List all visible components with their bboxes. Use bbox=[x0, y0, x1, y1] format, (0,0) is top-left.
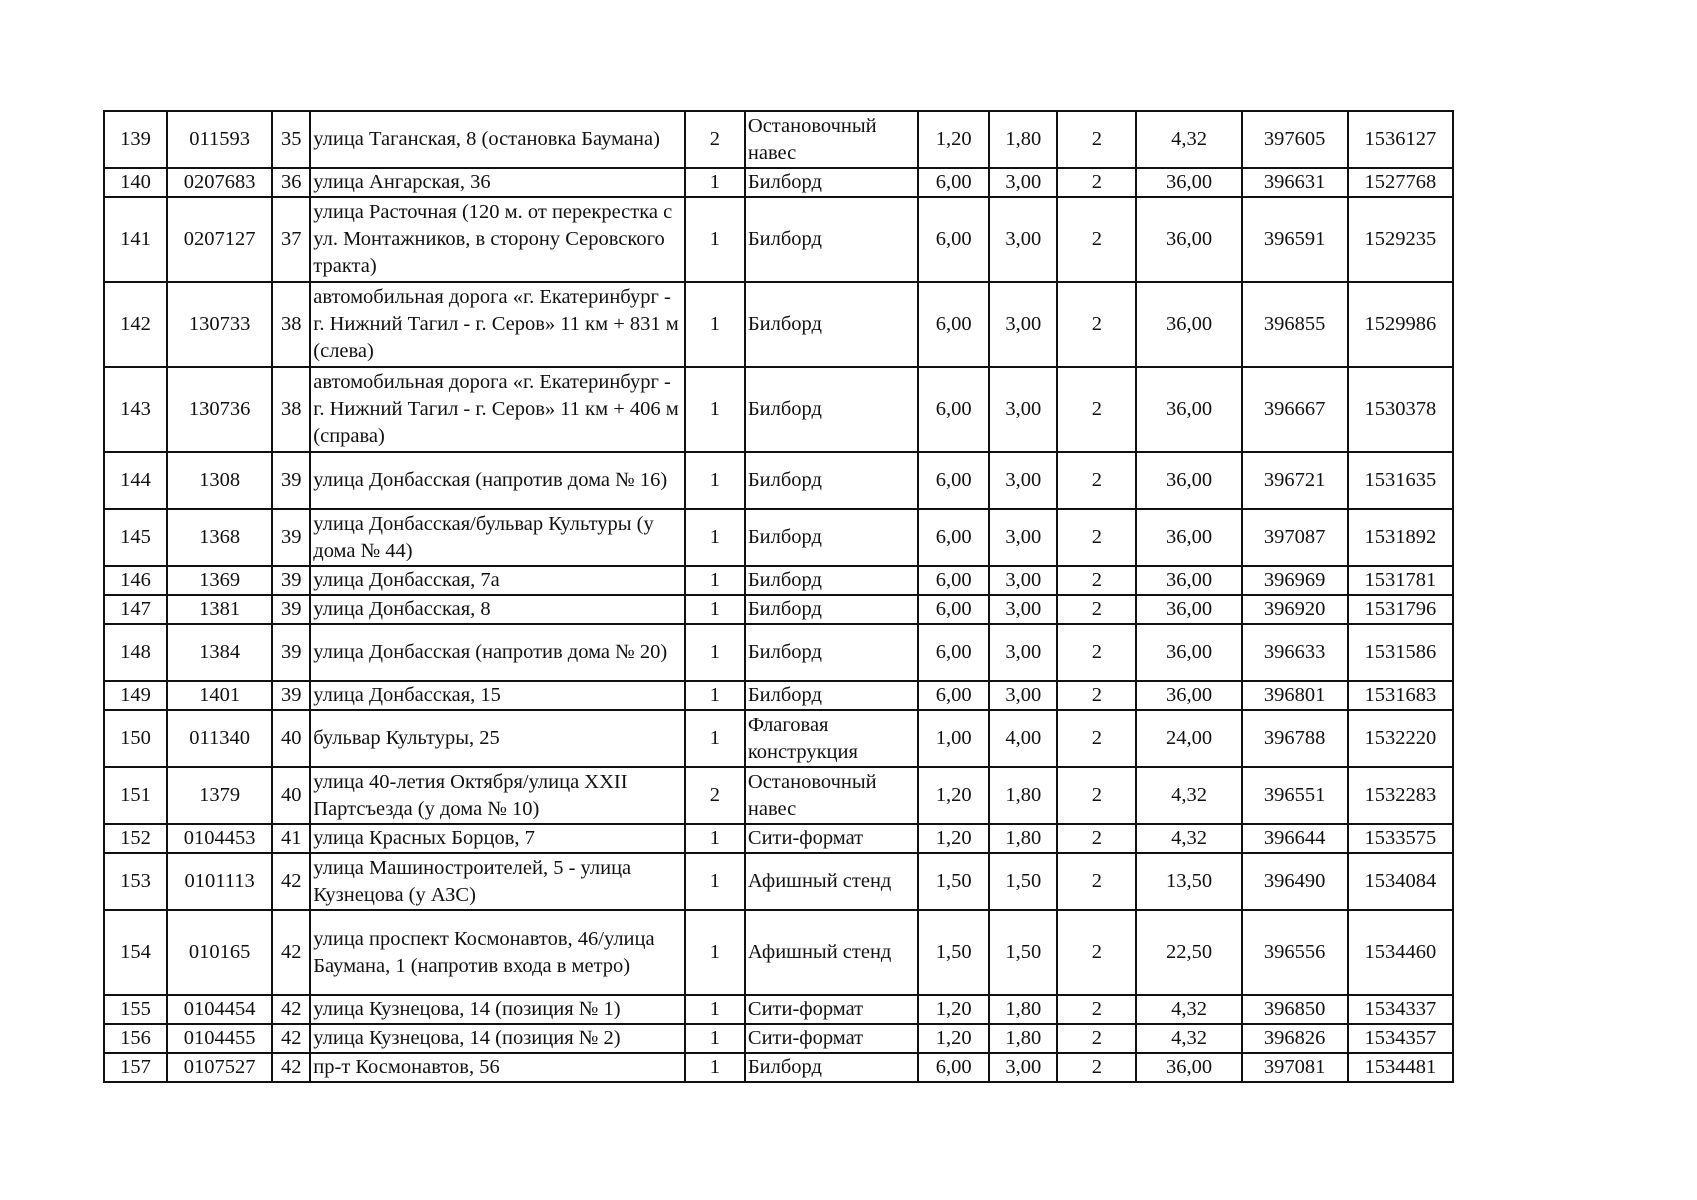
coordinate-y-cell: 1536127 bbox=[1348, 111, 1453, 168]
address-cell: улица Донбасская, 7а bbox=[310, 566, 685, 595]
coordinate-y-cell: 1531683 bbox=[1348, 681, 1453, 710]
structure-type-cell: Билборд bbox=[745, 681, 918, 710]
row-number-cell: 147 bbox=[104, 595, 167, 624]
sides-count-cell: 1 bbox=[685, 197, 745, 282]
structure-code-cell: 0104453 bbox=[167, 824, 272, 853]
faces-count-cell: 2 bbox=[1057, 367, 1136, 452]
faces-count-cell: 2 bbox=[1057, 995, 1136, 1024]
faces-count-cell: 2 bbox=[1057, 168, 1136, 197]
table-row bbox=[104, 710, 1453, 767]
width-cell: 1,50 bbox=[918, 853, 989, 910]
table-row bbox=[104, 509, 1453, 566]
structure-type-cell: Афишный стенд bbox=[745, 853, 918, 910]
structure-type-cell: Билборд bbox=[745, 367, 918, 452]
width-cell: 6,00 bbox=[918, 168, 989, 197]
height-cell: 3,00 bbox=[989, 282, 1057, 367]
coordinate-y-cell: 1531892 bbox=[1348, 509, 1453, 566]
structure-type-cell: Билборд bbox=[745, 452, 918, 509]
sides-count-cell: 1 bbox=[685, 452, 745, 509]
structure-type-cell: Билборд bbox=[745, 566, 918, 595]
width-cell: 1,20 bbox=[918, 1024, 989, 1053]
table-row bbox=[104, 168, 1453, 197]
width-cell: 6,00 bbox=[918, 624, 989, 681]
area-cell: 36,00 bbox=[1136, 566, 1241, 595]
structure-code-cell: 011340 bbox=[167, 710, 272, 767]
coordinate-y-cell: 1527768 bbox=[1348, 168, 1453, 197]
row-number-cell: 157 bbox=[104, 1053, 167, 1082]
width-cell: 6,00 bbox=[918, 367, 989, 452]
sides-count-cell: 1 bbox=[685, 681, 745, 710]
zone-number-cell: 39 bbox=[272, 681, 310, 710]
coordinate-y-cell: 1531586 bbox=[1348, 624, 1453, 681]
coordinate-y-cell: 1531796 bbox=[1348, 595, 1453, 624]
zone-number-cell: 39 bbox=[272, 566, 310, 595]
sides-count-cell: 2 bbox=[685, 111, 745, 168]
address-cell: улица Красных Борцов, 7 bbox=[310, 824, 685, 853]
row-number-cell: 154 bbox=[104, 910, 167, 995]
row-number-cell: 152 bbox=[104, 824, 167, 853]
structure-code-cell: 0101113 bbox=[167, 853, 272, 910]
coordinate-y-cell: 1531635 bbox=[1348, 452, 1453, 509]
zone-number-cell: 42 bbox=[272, 1024, 310, 1053]
structure-code-cell: 130733 bbox=[167, 282, 272, 367]
coordinate-x-cell: 397081 bbox=[1242, 1053, 1348, 1082]
sides-count-cell: 2 bbox=[685, 767, 745, 824]
faces-count-cell: 2 bbox=[1057, 452, 1136, 509]
width-cell: 6,00 bbox=[918, 1053, 989, 1082]
coordinate-x-cell: 396591 bbox=[1242, 197, 1348, 282]
row-number-cell: 155 bbox=[104, 995, 167, 1024]
sides-count-cell: 1 bbox=[685, 910, 745, 995]
coordinate-x-cell: 396920 bbox=[1242, 595, 1348, 624]
row-number-cell: 149 bbox=[104, 681, 167, 710]
address-cell: улица Кузнецова, 14 (позиция № 2) bbox=[310, 1024, 685, 1053]
row-number-cell: 151 bbox=[104, 767, 167, 824]
width-cell: 6,00 bbox=[918, 452, 989, 509]
table-row bbox=[104, 566, 1453, 595]
table-row bbox=[104, 910, 1453, 995]
area-cell: 36,00 bbox=[1136, 624, 1241, 681]
width-cell: 6,00 bbox=[918, 566, 989, 595]
row-number-cell: 150 bbox=[104, 710, 167, 767]
address-cell: улица 40-летия Октября/улица XXII Партсъезда (у дома № 10) bbox=[310, 767, 685, 824]
faces-count-cell: 2 bbox=[1057, 624, 1136, 681]
sides-count-cell: 1 bbox=[685, 367, 745, 452]
faces-count-cell: 2 bbox=[1057, 595, 1136, 624]
height-cell: 1,50 bbox=[989, 853, 1057, 910]
coordinate-y-cell: 1534337 bbox=[1348, 995, 1453, 1024]
table-row bbox=[104, 767, 1453, 824]
height-cell: 4,00 bbox=[989, 710, 1057, 767]
coordinate-y-cell: 1532283 bbox=[1348, 767, 1453, 824]
address-cell: улица Ангарская, 36 bbox=[310, 168, 685, 197]
structure-code-cell: 1379 bbox=[167, 767, 272, 824]
table-row bbox=[104, 1053, 1453, 1082]
sides-count-cell: 1 bbox=[685, 566, 745, 595]
coordinate-x-cell: 396556 bbox=[1242, 910, 1348, 995]
width-cell: 1,00 bbox=[918, 710, 989, 767]
coordinate-x-cell: 397087 bbox=[1242, 509, 1348, 566]
coordinate-y-cell: 1534460 bbox=[1348, 910, 1453, 995]
zone-number-cell: 36 bbox=[272, 168, 310, 197]
height-cell: 1,80 bbox=[989, 767, 1057, 824]
structure-code-cell: 1369 bbox=[167, 566, 272, 595]
height-cell: 3,00 bbox=[989, 197, 1057, 282]
zone-number-cell: 40 bbox=[272, 710, 310, 767]
zone-number-cell: 40 bbox=[272, 767, 310, 824]
coordinate-y-cell: 1529986 bbox=[1348, 282, 1453, 367]
row-number-cell: 145 bbox=[104, 509, 167, 566]
coordinate-y-cell: 1534357 bbox=[1348, 1024, 1453, 1053]
coordinate-y-cell: 1533575 bbox=[1348, 824, 1453, 853]
zone-number-cell: 38 bbox=[272, 367, 310, 452]
zone-number-cell: 39 bbox=[272, 452, 310, 509]
address-cell: улица Кузнецова, 14 (позиция № 1) bbox=[310, 995, 685, 1024]
structure-type-cell: Билборд bbox=[745, 1053, 918, 1082]
width-cell: 1,20 bbox=[918, 995, 989, 1024]
coordinate-y-cell: 1531781 bbox=[1348, 566, 1453, 595]
address-cell: улица Таганская, 8 (остановка Баумана) bbox=[310, 111, 685, 168]
area-cell: 13,50 bbox=[1136, 853, 1241, 910]
height-cell: 3,00 bbox=[989, 367, 1057, 452]
faces-count-cell: 2 bbox=[1057, 853, 1136, 910]
coordinate-x-cell: 396631 bbox=[1242, 168, 1348, 197]
height-cell: 3,00 bbox=[989, 566, 1057, 595]
coordinate-x-cell: 396644 bbox=[1242, 824, 1348, 853]
width-cell: 6,00 bbox=[918, 509, 989, 566]
structure-type-cell: Билборд bbox=[745, 197, 918, 282]
width-cell: 1,20 bbox=[918, 824, 989, 853]
width-cell: 1,20 bbox=[918, 111, 989, 168]
height-cell: 3,00 bbox=[989, 452, 1057, 509]
zone-number-cell: 39 bbox=[272, 595, 310, 624]
area-cell: 4,32 bbox=[1136, 767, 1241, 824]
height-cell: 3,00 bbox=[989, 168, 1057, 197]
zone-number-cell: 39 bbox=[272, 624, 310, 681]
area-cell: 4,32 bbox=[1136, 824, 1241, 853]
height-cell: 3,00 bbox=[989, 509, 1057, 566]
area-cell: 36,00 bbox=[1136, 595, 1241, 624]
coordinate-x-cell: 396855 bbox=[1242, 282, 1348, 367]
row-number-cell: 144 bbox=[104, 452, 167, 509]
coordinate-y-cell: 1530378 bbox=[1348, 367, 1453, 452]
faces-count-cell: 2 bbox=[1057, 767, 1136, 824]
table-row bbox=[104, 452, 1453, 509]
sides-count-cell: 1 bbox=[685, 853, 745, 910]
coordinate-x-cell: 396551 bbox=[1242, 767, 1348, 824]
coordinate-x-cell: 396721 bbox=[1242, 452, 1348, 509]
zone-number-cell: 37 bbox=[272, 197, 310, 282]
structure-type-cell: Афишный стенд bbox=[745, 910, 918, 995]
structure-code-cell: 0104454 bbox=[167, 995, 272, 1024]
structure-code-cell: 0104455 bbox=[167, 1024, 272, 1053]
area-cell: 36,00 bbox=[1136, 509, 1241, 566]
structure-code-cell: 1384 bbox=[167, 624, 272, 681]
row-number-cell: 141 bbox=[104, 197, 167, 282]
structure-code-cell: 1368 bbox=[167, 509, 272, 566]
faces-count-cell: 2 bbox=[1057, 566, 1136, 595]
width-cell: 6,00 bbox=[918, 197, 989, 282]
structure-code-cell: 0207683 bbox=[167, 168, 272, 197]
table-row bbox=[104, 681, 1453, 710]
sides-count-cell: 1 bbox=[685, 168, 745, 197]
table-row bbox=[104, 624, 1453, 681]
sides-count-cell: 1 bbox=[685, 710, 745, 767]
coordinate-y-cell: 1529235 bbox=[1348, 197, 1453, 282]
table-body bbox=[104, 111, 1453, 1082]
width-cell: 6,00 bbox=[918, 595, 989, 624]
height-cell: 1,80 bbox=[989, 995, 1057, 1024]
area-cell: 4,32 bbox=[1136, 1024, 1241, 1053]
address-cell: улица Машиностроителей, 5 - улица Кузнецова (у АЗС) bbox=[310, 853, 685, 910]
faces-count-cell: 2 bbox=[1057, 111, 1136, 168]
faces-count-cell: 2 bbox=[1057, 710, 1136, 767]
structure-type-cell: Билборд bbox=[745, 282, 918, 367]
sides-count-cell: 1 bbox=[685, 995, 745, 1024]
width-cell: 1,50 bbox=[918, 910, 989, 995]
coordinate-y-cell: 1534481 bbox=[1348, 1053, 1453, 1082]
faces-count-cell: 2 bbox=[1057, 509, 1136, 566]
table-row bbox=[104, 282, 1453, 367]
zone-number-cell: 42 bbox=[272, 910, 310, 995]
structure-type-cell: Остановочный навес bbox=[745, 111, 918, 168]
area-cell: 36,00 bbox=[1136, 197, 1241, 282]
address-cell: улица Донбасская (напротив дома № 16) bbox=[310, 452, 685, 509]
row-number-cell: 143 bbox=[104, 367, 167, 452]
structure-type-cell: Билборд bbox=[745, 168, 918, 197]
area-cell: 4,32 bbox=[1136, 111, 1241, 168]
zone-number-cell: 42 bbox=[272, 1053, 310, 1082]
structure-code-cell: 010165 bbox=[167, 910, 272, 995]
coordinate-x-cell: 396826 bbox=[1242, 1024, 1348, 1053]
table-row bbox=[104, 853, 1453, 910]
faces-count-cell: 2 bbox=[1057, 681, 1136, 710]
faces-count-cell: 2 bbox=[1057, 197, 1136, 282]
width-cell: 6,00 bbox=[918, 282, 989, 367]
structure-type-cell: Сити-формат bbox=[745, 1024, 918, 1053]
row-number-cell: 156 bbox=[104, 1024, 167, 1053]
sides-count-cell: 1 bbox=[685, 1053, 745, 1082]
zone-number-cell: 35 bbox=[272, 111, 310, 168]
address-cell: автомобильная дорога «г. Екатеринбург - г. Нижний Тагил - г. Серов» 11 км + 406 м (справа) bbox=[310, 367, 685, 452]
area-cell: 4,32 bbox=[1136, 995, 1241, 1024]
address-cell: улица проспект Космонавтов, 46/улица Баумана, 1 (напротив входа в метро) bbox=[310, 910, 685, 995]
advertising-structures-table bbox=[103, 110, 1454, 1083]
sides-count-cell: 1 bbox=[685, 282, 745, 367]
height-cell: 3,00 bbox=[989, 1053, 1057, 1082]
structure-code-cell: 130736 bbox=[167, 367, 272, 452]
structure-type-cell: Билборд bbox=[745, 624, 918, 681]
area-cell: 36,00 bbox=[1136, 681, 1241, 710]
row-number-cell: 139 bbox=[104, 111, 167, 168]
height-cell: 1,80 bbox=[989, 824, 1057, 853]
address-cell: улица Донбасская, 15 bbox=[310, 681, 685, 710]
structure-type-cell: Сити-формат bbox=[745, 824, 918, 853]
area-cell: 22,50 bbox=[1136, 910, 1241, 995]
row-number-cell: 153 bbox=[104, 853, 167, 910]
structure-type-cell: Флаговая конструкция bbox=[745, 710, 918, 767]
coordinate-y-cell: 1532220 bbox=[1348, 710, 1453, 767]
faces-count-cell: 2 bbox=[1057, 824, 1136, 853]
area-cell: 24,00 bbox=[1136, 710, 1241, 767]
width-cell: 6,00 bbox=[918, 681, 989, 710]
width-cell: 1,20 bbox=[918, 767, 989, 824]
coordinate-y-cell: 1534084 bbox=[1348, 853, 1453, 910]
sides-count-cell: 1 bbox=[685, 824, 745, 853]
coordinate-x-cell: 396850 bbox=[1242, 995, 1348, 1024]
area-cell: 36,00 bbox=[1136, 367, 1241, 452]
area-cell: 36,00 bbox=[1136, 452, 1241, 509]
area-cell: 36,00 bbox=[1136, 168, 1241, 197]
area-cell: 36,00 bbox=[1136, 1053, 1241, 1082]
coordinate-x-cell: 397605 bbox=[1242, 111, 1348, 168]
faces-count-cell: 2 bbox=[1057, 282, 1136, 367]
table-row bbox=[104, 197, 1453, 282]
zone-number-cell: 41 bbox=[272, 824, 310, 853]
structure-type-cell: Билборд bbox=[745, 595, 918, 624]
structure-type-cell: Сити-формат bbox=[745, 995, 918, 1024]
address-cell: автомобильная дорога «г. Екатеринбург - г. Нижний Тагил - г. Серов» 11 км + 831 м (слева) bbox=[310, 282, 685, 367]
zone-number-cell: 42 bbox=[272, 853, 310, 910]
coordinate-x-cell: 396788 bbox=[1242, 710, 1348, 767]
row-number-cell: 148 bbox=[104, 624, 167, 681]
table-row bbox=[104, 367, 1453, 452]
faces-count-cell: 2 bbox=[1057, 1024, 1136, 1053]
height-cell: 3,00 bbox=[989, 624, 1057, 681]
row-number-cell: 140 bbox=[104, 168, 167, 197]
coordinate-x-cell: 396667 bbox=[1242, 367, 1348, 452]
sides-count-cell: 1 bbox=[685, 624, 745, 681]
table-row bbox=[104, 1024, 1453, 1053]
structure-type-cell: Остановочный навес bbox=[745, 767, 918, 824]
structure-code-cell: 1401 bbox=[167, 681, 272, 710]
sides-count-cell: 1 bbox=[685, 1024, 745, 1053]
structure-type-cell: Билборд bbox=[745, 509, 918, 566]
height-cell: 3,00 bbox=[989, 595, 1057, 624]
address-cell: улица Донбасская (напротив дома № 20) bbox=[310, 624, 685, 681]
structure-code-cell: 1308 bbox=[167, 452, 272, 509]
faces-count-cell: 2 bbox=[1057, 910, 1136, 995]
height-cell: 1,80 bbox=[989, 111, 1057, 168]
row-number-cell: 142 bbox=[104, 282, 167, 367]
sides-count-cell: 1 bbox=[685, 509, 745, 566]
structure-code-cell: 011593 bbox=[167, 111, 272, 168]
zone-number-cell: 38 bbox=[272, 282, 310, 367]
table-row bbox=[104, 824, 1453, 853]
structure-code-cell: 0107527 bbox=[167, 1053, 272, 1082]
height-cell: 1,50 bbox=[989, 910, 1057, 995]
address-cell: улица Донбасская/бульвар Культуры (у дома № 44) bbox=[310, 509, 685, 566]
zone-number-cell: 42 bbox=[272, 995, 310, 1024]
coordinate-x-cell: 396801 bbox=[1242, 681, 1348, 710]
structure-code-cell: 0207127 bbox=[167, 197, 272, 282]
row-number-cell: 146 bbox=[104, 566, 167, 595]
height-cell: 1,80 bbox=[989, 1024, 1057, 1053]
height-cell: 3,00 bbox=[989, 681, 1057, 710]
faces-count-cell: 2 bbox=[1057, 1053, 1136, 1082]
address-cell: улица Расточная (120 м. от перекрестка с ул. Монтажников, в сторону Серовского тракта) bbox=[310, 197, 685, 282]
zone-number-cell: 39 bbox=[272, 509, 310, 566]
table-row bbox=[104, 111, 1453, 168]
table-row bbox=[104, 595, 1453, 624]
address-cell: улица Донбасская, 8 bbox=[310, 595, 685, 624]
address-cell: пр-т Космонавтов, 56 bbox=[310, 1053, 685, 1082]
address-cell: бульвар Культуры, 25 bbox=[310, 710, 685, 767]
table-row bbox=[104, 995, 1453, 1024]
coordinate-x-cell: 396490 bbox=[1242, 853, 1348, 910]
coordinate-x-cell: 396969 bbox=[1242, 566, 1348, 595]
coordinate-x-cell: 396633 bbox=[1242, 624, 1348, 681]
area-cell: 36,00 bbox=[1136, 282, 1241, 367]
sides-count-cell: 1 bbox=[685, 595, 745, 624]
structure-code-cell: 1381 bbox=[167, 595, 272, 624]
